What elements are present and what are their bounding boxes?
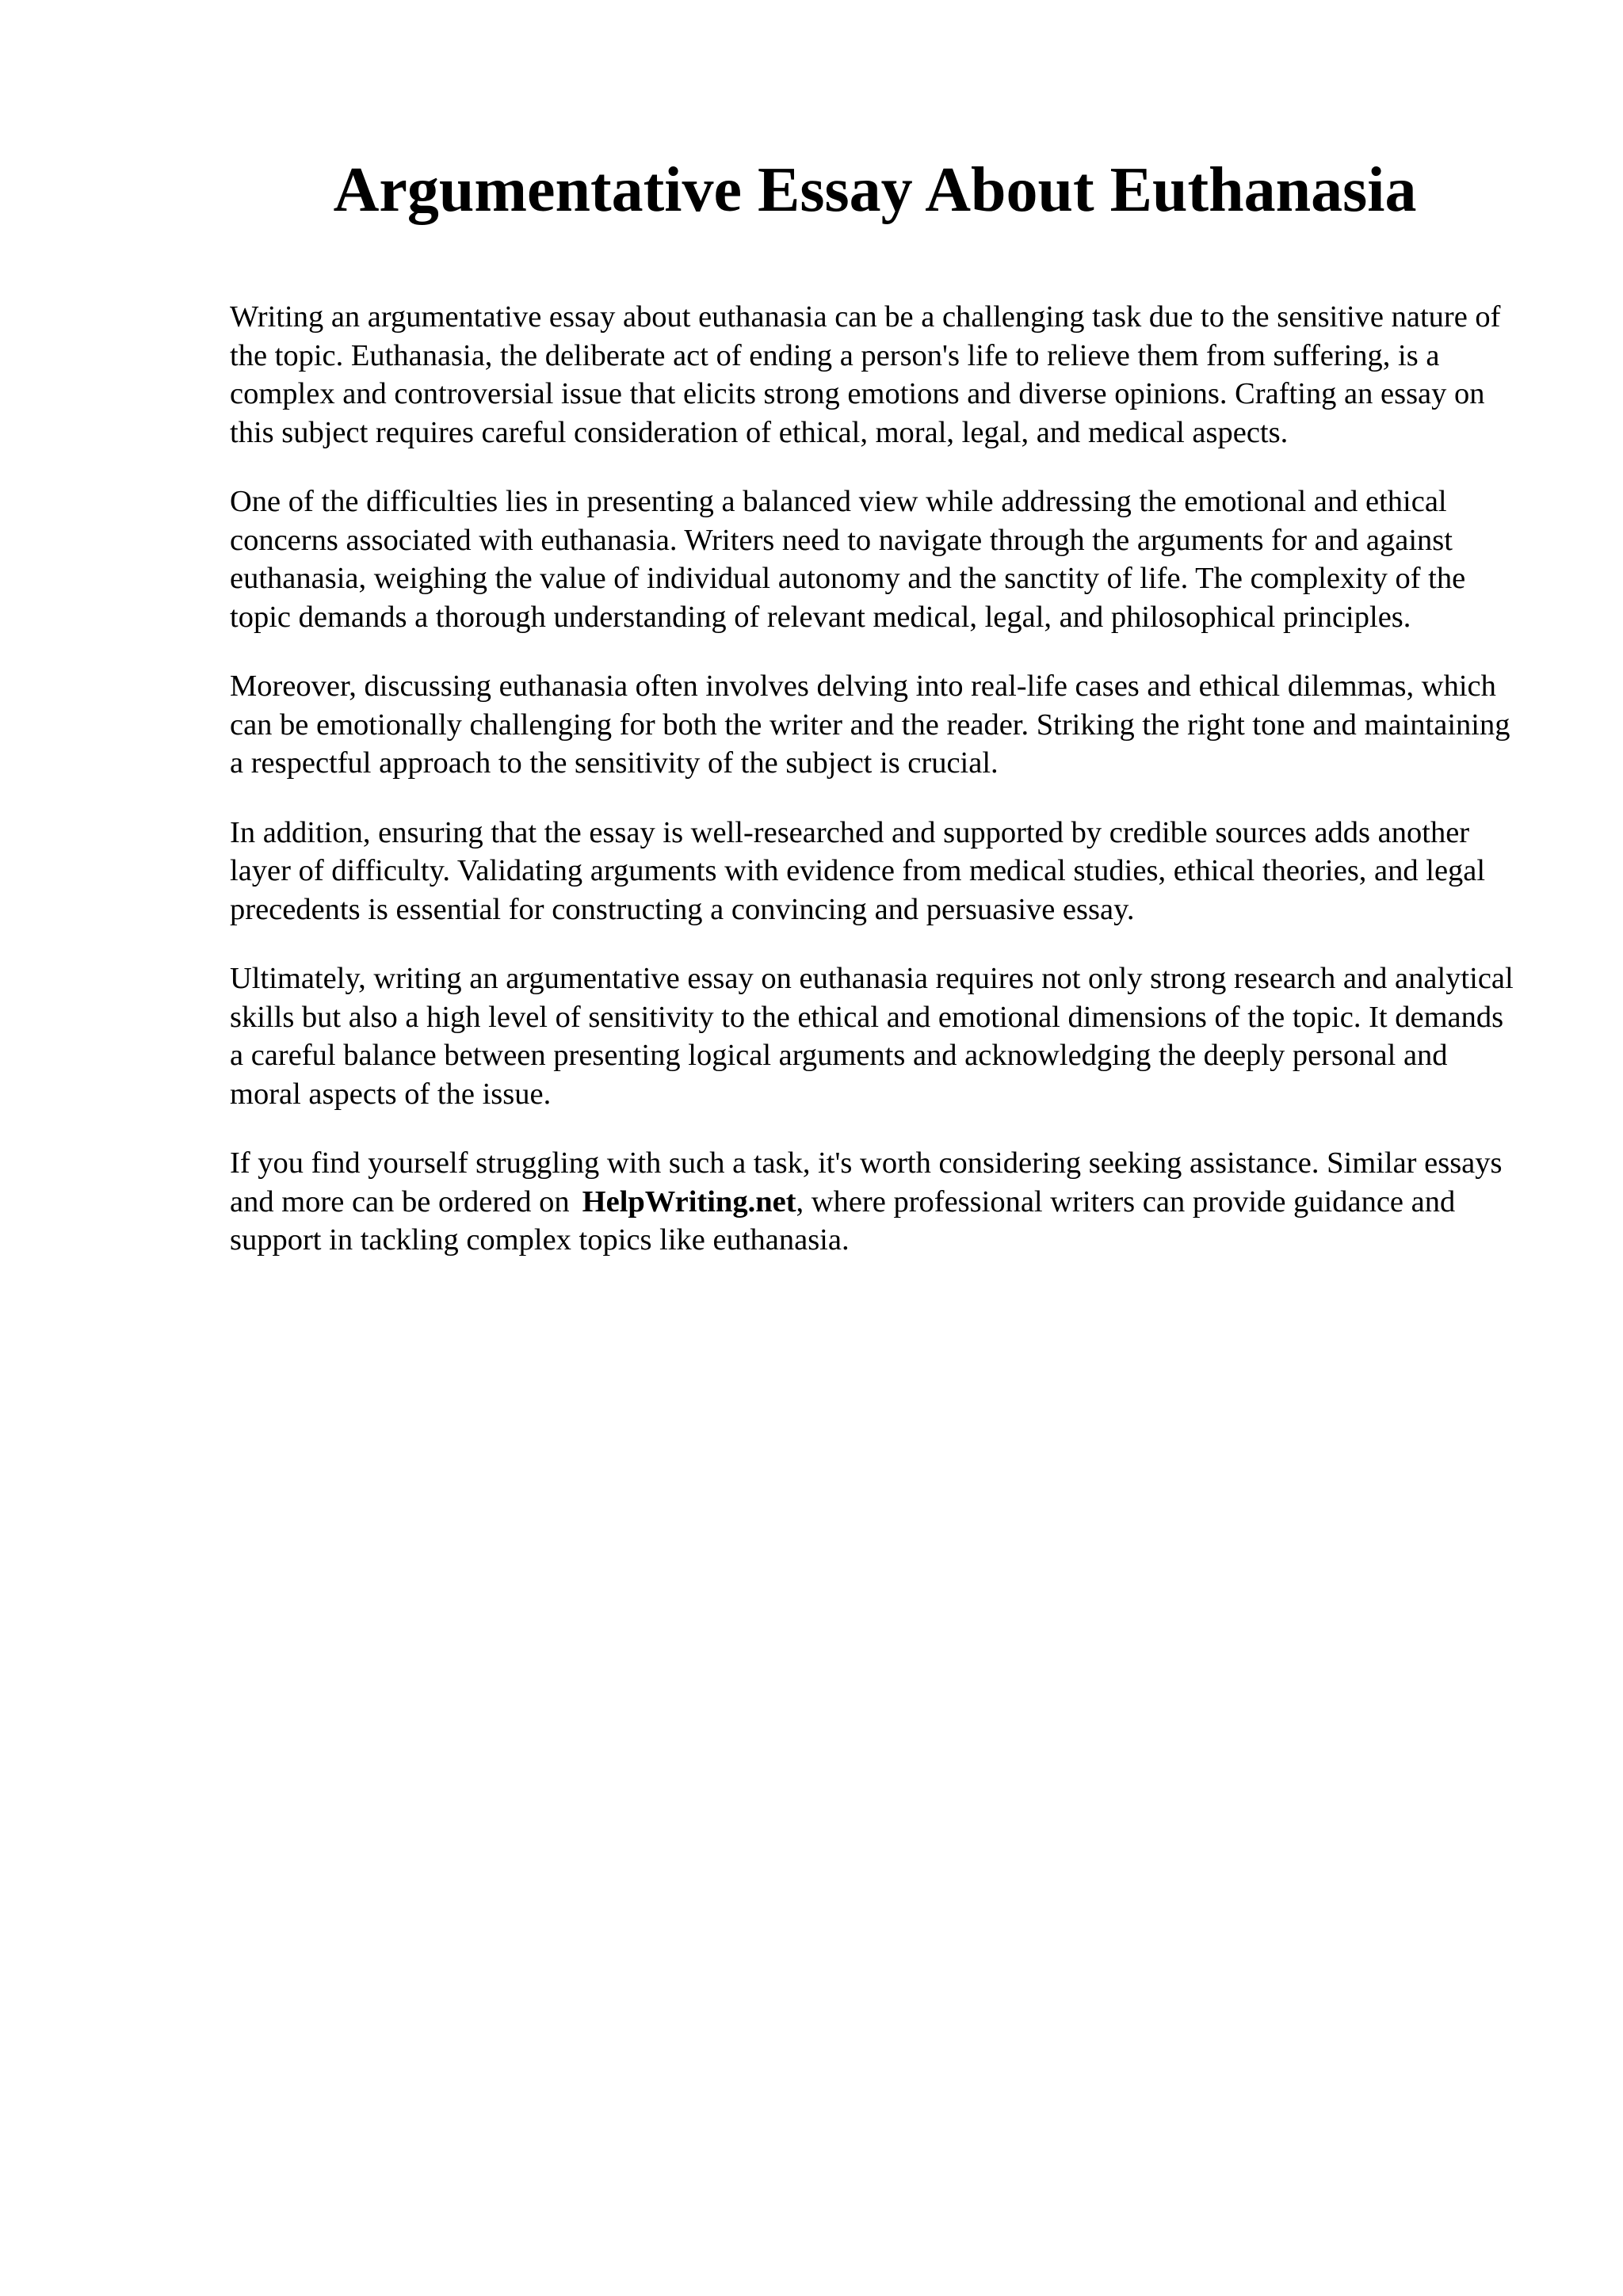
paragraph-ultimately: Ultimately, writing an argumentative essay on euthanasia requires not only strong research and analytical skills but also a high level of sensitivity to the ethical and emotional dimensions of the topic. It demands a careful balance between presenting logical arguments and acknowledging the deeply personal and moral aspects of the issue. — [230, 962, 1514, 1111]
paragraph-moreover: Moreover, discussing euthanasia often involves delving into real-life cases and ethical dilemmas, which can be emotionally challenging for both the writer and the reader. Striking the right tone and maintaining a respectful approach to the sensitivity of the subject is crucial. — [230, 669, 1510, 780]
closing-text-before-link: If you find yourself struggling with such a task, it's worth considering seeking assistance. Similar essays and more can be ordered on — [230, 1146, 1503, 1219]
helpwriting-link[interactable]: HelpWriting.net — [582, 1184, 796, 1219]
page-title: Argumentative Essay About Euthanasia — [333, 155, 1417, 225]
paragraph-difficulties: One of the difficulties lies in presenting a balanced view while addressing the emotional and ethical concerns associated with euthanasia. Writers need to navigate through the arguments for and against euthanasia, weighing the value of individual autonomy and the sanctity of life. The complexity of the topic demands a thorough understanding of relevant medical, legal, and philosophical principles. — [230, 485, 1466, 634]
paragraph-addition: In addition, ensuring that the essay is well-researched and supported by credible sources adds another layer of difficulty. Validating arguments with evidence from medical studies, ethical theories, and legal precedents is essential for constructing a convincing and persuasive essay. — [230, 815, 1486, 926]
paragraph-intro: Writing an argumentative essay about euthanasia can be a challenging task due to the sensitive nature of the topic. Euthanasia, the deliberate act of ending a person's life to relieve them from suffering, is a complex and controversial issue that elicits strong emotions and diverse opinions. Crafting an essay on this subject requires careful consideration of ethical, moral, legal, and medical aspects. — [230, 300, 1501, 449]
essay-body — [230, 298, 1514, 1291]
closing-text-after-link: , where professional writers can provide guidance and support in tackling complex topics like euthanasia. — [230, 1184, 1456, 1257]
paragraph-closing — [230, 1144, 1514, 1260]
